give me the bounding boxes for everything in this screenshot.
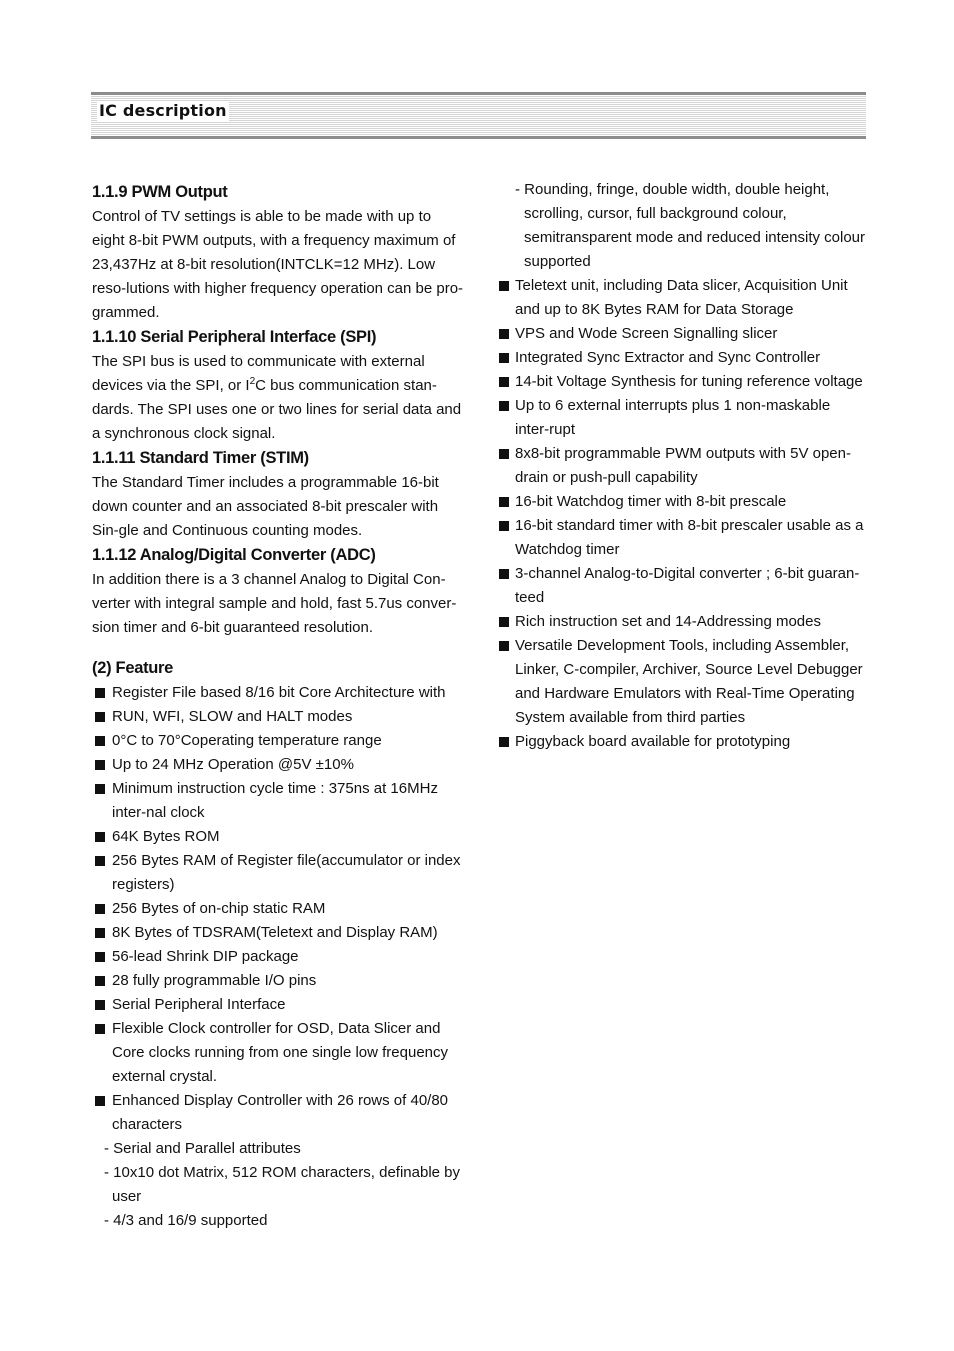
bullet-square-icon <box>499 497 509 507</box>
bullet-square-icon <box>95 904 105 914</box>
feature-item: Versatile Development Tools, including Assembler, Linker, C-compiler, Archiver, Source Level Debugger and Hardware Emulators with Real-Time Operating System available from third parties <box>498 634 866 730</box>
spi-heading: 1.1.10 Serial Peripheral Interface (SPI) <box>92 328 377 346</box>
feature-item: Rich instruction set and 14-Addressing modes <box>498 610 866 634</box>
bullet-square-icon <box>95 928 105 938</box>
spi-text: The SPI bus is used to communicate with external devices via the SPI, or $I^2C$ bus communication stan-dards. The SPI uses one or two lines for serial data and a synchronous clock signal. <box>92 353 462 442</box>
feature-item: RUN, WFI, SLOW and HALT modes <box>92 705 464 729</box>
feature-subitem: - 4/3 and 16/9 supported <box>104 1212 268 1229</box>
bullet-square-icon <box>499 401 509 411</box>
bullet-square-icon <box>95 1096 105 1106</box>
feature-subitem-continued: - Rounding, fringe, double width, double height, scrolling, cursor, full background colour, semitransparent mode and reduced intensity colour supported <box>515 181 866 270</box>
bullet-square-icon <box>95 784 105 794</box>
bullet-square-icon <box>499 569 509 579</box>
feature-item: 28 fully programmable I/O pins <box>92 969 464 993</box>
feature-item: 0°C to 70°Coperating temperature range <box>92 729 464 753</box>
feature-item: Up to 6 external interrupts plus 1 non-maskable inter-rupt <box>498 394 866 442</box>
feature-item: 56-lead Shrink DIP package <box>92 945 464 969</box>
feature-item: Serial Peripheral Interface <box>92 993 464 1017</box>
feature-item: Flexible Clock controller for OSD, Data Slicer and Core clocks running from one single low frequency external crystal. <box>92 1017 464 1089</box>
feature-item: Register File based 8/16 bit Core Architecture with <box>92 681 464 705</box>
feature-heading: (2) Feature <box>92 659 174 677</box>
feature-item: 3-channel Analog-to-Digital converter ; 6-bit guaran-teed <box>498 562 866 610</box>
bullet-square-icon <box>499 521 509 531</box>
section-header-band <box>91 92 866 139</box>
bullet-square-icon <box>95 1024 105 1034</box>
bullet-square-icon <box>499 281 509 291</box>
feature-item: Enhanced Display Controller with 26 rows of 40/80 characters <box>92 1089 464 1137</box>
feature-item: 8K Bytes of TDSRAM(Teletext and Display RAM) <box>92 921 464 945</box>
bullet-square-icon <box>95 832 105 842</box>
bullet-square-icon <box>499 329 509 339</box>
feature-item: 64K Bytes ROM <box>92 825 464 849</box>
right-column <box>498 178 866 754</box>
feature-subitem: - 10x10 dot Matrix, 512 ROM characters, definable by user <box>104 1164 461 1205</box>
feature-item: Up to 24 MHz Operation @5V ±10% <box>92 753 464 777</box>
stim-text: The Standard Timer includes a programmable 16-bit down counter and an associated 8-bit prescaler with Sin-gle and Continuous counting modes. <box>92 474 439 539</box>
bullet-square-icon <box>95 736 105 746</box>
feature-item: 256 Bytes RAM of Register file(accumulator or index registers) <box>92 849 464 897</box>
feature-subitem: - Serial and Parallel attributes <box>104 1140 301 1157</box>
adc-text: In addition there is a 3 channel Analog to Digital Con-verter with integral sample and hold, fast 5.7us conver-sion timer and 6-bit guaranteed resolution. <box>92 571 457 636</box>
feature-item: Minimum instruction cycle time : 375ns at 16MHz inter-nal clock <box>92 777 464 825</box>
bullet-square-icon <box>95 952 105 962</box>
feature-item: Teletext unit, including Data slicer, Acquisition Unit and up to 8K Bytes RAM for Data Storage <box>498 274 866 322</box>
bullet-square-icon <box>95 856 105 866</box>
feature-item: Integrated Sync Extractor and Sync Controller <box>498 346 866 370</box>
stim-heading: 1.1.11 Standard Timer (STIM) <box>92 449 309 467</box>
pwm-heading: 1.1.9 PWM Output <box>92 183 228 201</box>
pwm-text: Control of TV settings is able to be made with up to eight 8-bit PWM outputs, with a frequency maximum of 23,437Hz at 8-bit resolution(INTCLK=12 MHz). Low reso-lutions with higher frequency operation can be pro-grammed. <box>92 208 464 321</box>
bullet-square-icon <box>95 1000 105 1010</box>
bullet-square-icon <box>499 737 509 747</box>
left-column <box>92 180 464 1233</box>
feature-item: 16-bit Watchdog timer with 8-bit prescale <box>498 490 866 514</box>
bullet-square-icon <box>95 976 105 986</box>
bullet-square-icon <box>499 377 509 387</box>
feature-item: 256 Bytes of on-chip static RAM <box>92 897 464 921</box>
bullet-square-icon <box>499 617 509 627</box>
spi-superscript: 2 <box>249 376 256 387</box>
adc-heading: 1.1.12 Analog/Digital Converter (ADC) <box>92 546 376 564</box>
bullet-square-icon <box>499 353 509 363</box>
feature-item: Piggyback board available for prototyping <box>498 730 866 754</box>
bullet-square-icon <box>499 449 509 459</box>
bullet-square-icon <box>499 641 509 651</box>
bullet-square-icon <box>95 688 105 698</box>
section-title: IC description <box>99 101 227 120</box>
bullet-square-icon <box>95 760 105 770</box>
feature-item: 16-bit standard timer with 8-bit prescaler usable as a Watchdog timer <box>498 514 866 562</box>
feature-item: 14-bit Voltage Synthesis for tuning reference voltage <box>498 370 866 394</box>
feature-item: 8x8-bit programmable PWM outputs with 5V open-drain or push-pull capability <box>498 442 866 490</box>
bullet-square-icon <box>95 712 105 722</box>
feature-item: VPS and Wode Screen Signalling slicer <box>498 322 866 346</box>
